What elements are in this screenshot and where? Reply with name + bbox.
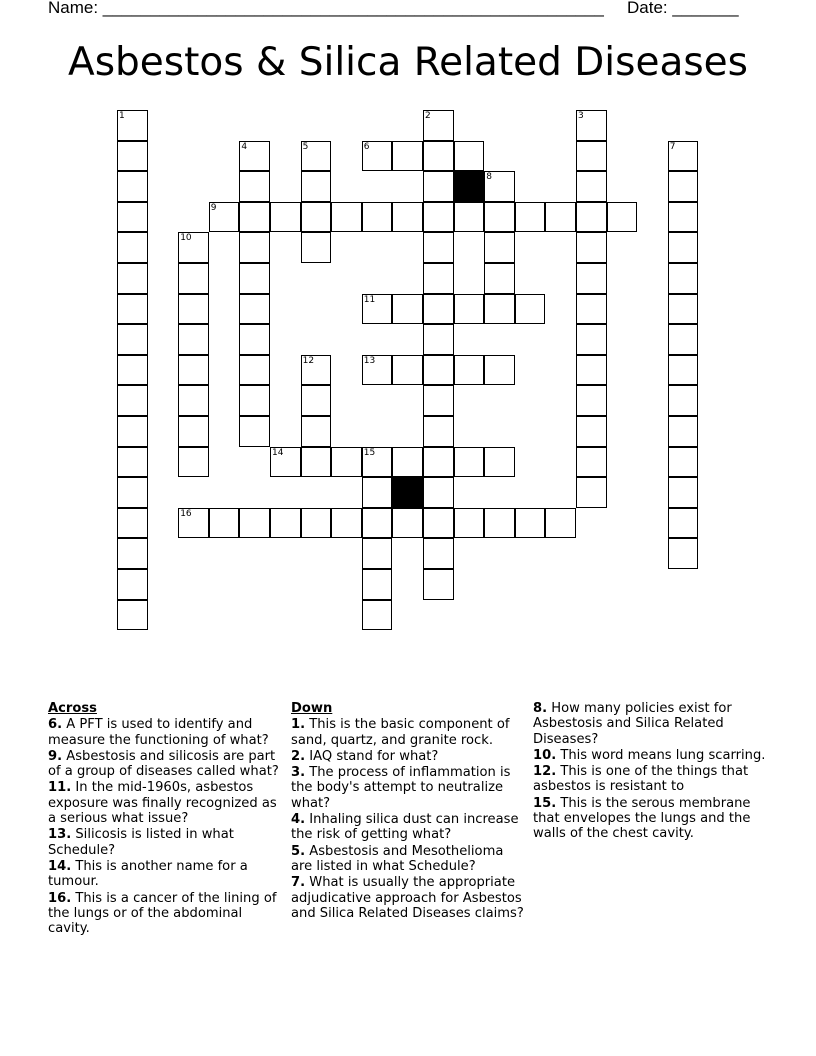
clue-text: How many policies exist for Asbestosis and Silica Related Diseases? <box>533 701 732 747</box>
clue-num: 8. <box>533 701 548 716</box>
grid-cell[interactable] <box>117 263 148 294</box>
grid-cell[interactable] <box>301 355 332 386</box>
grid-cell[interactable] <box>576 263 607 294</box>
clue <box>533 701 769 747</box>
grid-cell[interactable] <box>117 416 148 447</box>
grid-cell[interactable] <box>576 171 607 202</box>
grid-cell[interactable] <box>362 569 393 600</box>
grid-cell[interactable] <box>301 385 332 416</box>
clue-num: 16. <box>48 890 72 906</box>
grid-cell[interactable] <box>668 171 699 202</box>
grid-cell[interactable] <box>668 385 699 416</box>
clue-num: 7. <box>291 875 306 891</box>
grid-cell[interactable] <box>423 538 454 569</box>
black-square <box>392 477 423 508</box>
grid-cell[interactable] <box>484 263 515 294</box>
grid-cell[interactable] <box>362 538 393 569</box>
grid-cell[interactable] <box>117 508 148 539</box>
grid-cell[interactable] <box>423 508 454 539</box>
grid-cell[interactable] <box>392 355 423 386</box>
grid-cell[interactable] <box>668 508 699 539</box>
grid-cell[interactable] <box>484 447 515 478</box>
grid-cell[interactable] <box>576 447 607 478</box>
grid-cell[interactable] <box>239 508 270 539</box>
clue <box>291 875 527 921</box>
grid-cell[interactable] <box>178 385 209 416</box>
grid-cell[interactable] <box>117 294 148 325</box>
clue-text: This is the basic component of sand, quartz, and granite rock. <box>291 717 510 748</box>
grid-cell[interactable] <box>484 508 515 539</box>
grid-cell[interactable] <box>423 294 454 325</box>
grid-cell[interactable] <box>331 202 362 233</box>
grid-cell[interactable] <box>239 263 270 294</box>
grid-cell[interactable] <box>484 294 515 325</box>
clue-text: A PFT is used to identify and measure the functioning of what? <box>48 717 269 748</box>
grid-cell[interactable] <box>239 171 270 202</box>
grid-cell[interactable] <box>178 355 209 386</box>
grid-cell[interactable] <box>576 416 607 447</box>
grid-cell[interactable] <box>239 355 270 386</box>
grid-cell[interactable] <box>301 171 332 202</box>
grid-cell[interactable] <box>301 447 332 478</box>
grid-cell[interactable] <box>178 324 209 355</box>
grid-cell[interactable] <box>117 385 148 416</box>
grid-cell[interactable] <box>668 477 699 508</box>
clue <box>291 749 527 764</box>
grid-cell[interactable] <box>117 538 148 569</box>
clue <box>48 891 284 937</box>
black-square <box>454 171 485 202</box>
grid-cell[interactable] <box>392 141 423 172</box>
clue-number: 2 <box>425 111 431 121</box>
clue-num: 2. <box>291 748 306 764</box>
grid-cell[interactable] <box>117 202 148 233</box>
grid-cell[interactable] <box>576 385 607 416</box>
clue-number: 6 <box>363 141 370 152</box>
clue-text: What is usually the appropriate adjudicative approach for Asbestos and Silica Related Diseases claims? <box>291 875 524 921</box>
clue <box>48 859 284 890</box>
grid-cell[interactable] <box>423 263 454 294</box>
grid-cell[interactable] <box>392 447 423 478</box>
grid-cell[interactable] <box>178 416 209 447</box>
grid-cell[interactable] <box>239 294 270 325</box>
clue <box>48 780 284 826</box>
grid-cell[interactable] <box>515 508 546 539</box>
clue-text: This is another name for a tumour. <box>48 858 248 890</box>
grid-cell[interactable] <box>576 232 607 263</box>
grid-cell[interactable] <box>668 416 699 447</box>
clue-number: 15 <box>363 447 376 458</box>
grid-cell[interactable] <box>392 202 423 233</box>
grid-cell[interactable] <box>270 202 301 233</box>
grid-cell[interactable] <box>484 202 515 233</box>
grid-cell[interactable] <box>331 447 362 478</box>
grid-cell[interactable] <box>454 508 485 539</box>
clue-text: IAQ stand for what? <box>305 748 439 764</box>
clue <box>48 827 284 858</box>
grid-cell[interactable] <box>576 355 607 386</box>
grid-cell[interactable] <box>607 202 638 233</box>
grid-cell[interactable] <box>178 232 209 263</box>
grid-cell[interactable] <box>117 324 148 355</box>
grid-cell[interactable] <box>301 416 332 447</box>
grid-cell[interactable] <box>484 171 515 202</box>
grid-cell[interactable] <box>270 447 301 478</box>
clue <box>291 717 527 748</box>
clue <box>533 764 769 795</box>
clue-text: Asbestosis and Mesothelioma are listed in what Schedule? <box>291 843 504 874</box>
grid-cell[interactable] <box>668 263 699 294</box>
clue-num: 12. <box>533 764 557 780</box>
clue-number: 10 <box>180 233 192 244</box>
grid-cell[interactable] <box>668 324 699 355</box>
grid-cell[interactable] <box>668 355 699 386</box>
grid-cell[interactable] <box>117 355 148 386</box>
grid-cell[interactable] <box>423 569 454 600</box>
grid-cell[interactable] <box>515 294 546 325</box>
down-clues-continued <box>533 701 769 843</box>
grid-cell[interactable] <box>423 447 454 478</box>
clue-text: In the mid-1960s, asbestos exposure was finally recognized as a serious what issue? <box>48 780 277 827</box>
clue-text: This is one of the things that asbestos is resistant to <box>533 764 749 795</box>
clue-num: 4. <box>291 812 306 828</box>
clue-number: 9 <box>210 202 217 213</box>
date-line: Date: _______ <box>627 0 739 17</box>
grid-cell[interactable] <box>239 324 270 355</box>
clue-num: 10. <box>533 747 557 763</box>
grid-cell[interactable] <box>239 202 270 233</box>
grid-cell[interactable] <box>423 110 454 141</box>
grid-cell[interactable] <box>117 171 148 202</box>
grid-cell[interactable] <box>117 110 148 141</box>
grid-cell[interactable] <box>362 477 393 508</box>
clue-text: This is a cancer of the lining of the lungs or of the abdominal cavity. <box>48 890 277 937</box>
grid-cell[interactable] <box>362 600 393 631</box>
puzzle-title: Asbestos & Silica Related Diseases <box>68 40 748 85</box>
grid-cell[interactable] <box>117 477 148 508</box>
grid-cell[interactable] <box>668 538 699 569</box>
grid-cell[interactable] <box>668 294 699 325</box>
grid-cell[interactable] <box>545 202 576 233</box>
grid-cell[interactable] <box>576 202 607 233</box>
grid-cell[interactable] <box>362 294 393 325</box>
grid-cell[interactable] <box>454 447 485 478</box>
clue-number: 3 <box>578 111 584 121</box>
grid-cell[interactable] <box>117 141 148 172</box>
clue <box>48 717 284 748</box>
clue-number: 14 <box>272 447 284 458</box>
clue-text: Inhaling silica dust can increase the risk of getting what? <box>291 812 519 843</box>
grid-cell[interactable] <box>576 324 607 355</box>
grid-cell[interactable] <box>423 232 454 263</box>
grid-cell[interactable] <box>117 569 148 600</box>
grid-cell[interactable] <box>239 385 270 416</box>
clue-text: This is the serous membrane that envelopes the lungs and the walls of the chest cavity. <box>533 795 751 842</box>
clue-number: 5 <box>302 141 309 152</box>
grid-cell[interactable] <box>301 232 332 263</box>
grid-cell[interactable] <box>423 171 454 202</box>
grid-cell[interactable] <box>576 294 607 325</box>
grid-cell[interactable] <box>392 508 423 539</box>
grid-cell[interactable] <box>668 232 699 263</box>
down-clues <box>291 701 527 922</box>
clue-num: 11. <box>48 780 72 796</box>
grid-cell[interactable] <box>454 294 485 325</box>
grid-cell[interactable] <box>362 508 393 539</box>
grid-cell[interactable] <box>117 447 148 478</box>
grid-cell[interactable] <box>576 110 607 141</box>
grid-cell[interactable] <box>117 600 148 631</box>
clue-num: 5. <box>291 843 306 859</box>
grid-cell[interactable] <box>178 263 209 294</box>
grid-cell[interactable] <box>515 202 546 233</box>
clue <box>291 844 527 875</box>
grid-cell[interactable] <box>423 202 454 233</box>
name-line: Name: _____________________________________________________ <box>48 0 604 17</box>
grid-cell[interactable] <box>423 477 454 508</box>
grid-cell[interactable] <box>454 141 485 172</box>
clue <box>291 765 527 811</box>
clue-number: 7 <box>669 141 676 152</box>
grid-cell[interactable] <box>362 141 393 172</box>
clue <box>48 749 284 780</box>
grid-cell[interactable] <box>668 202 699 233</box>
clue-number: 13 <box>363 355 376 366</box>
clue-number: 1 <box>119 111 125 121</box>
grid-cell[interactable] <box>454 355 485 386</box>
clue-number: 12 <box>302 355 315 366</box>
clue-num: 9. <box>48 748 63 764</box>
down-heading: Down <box>291 701 333 716</box>
clue-number: 11 <box>363 294 376 305</box>
clue <box>291 812 527 843</box>
grid-cell[interactable] <box>239 232 270 263</box>
grid-cell[interactable] <box>484 232 515 263</box>
across-heading: Across <box>48 701 97 716</box>
clue-num: 1. <box>291 717 306 733</box>
grid-cell[interactable] <box>117 232 148 263</box>
grid-cell[interactable] <box>423 141 454 172</box>
grid-cell[interactable] <box>423 416 454 447</box>
grid-cell[interactable] <box>454 202 485 233</box>
grid-cell[interactable] <box>209 508 240 539</box>
grid-cell[interactable] <box>545 508 576 539</box>
clue-num: 6. <box>48 717 63 733</box>
grid-cell[interactable] <box>423 355 454 386</box>
clue-text: Silicosis is listed in what Schedule? <box>48 827 234 858</box>
grid-cell[interactable] <box>392 294 423 325</box>
grid-cell[interactable] <box>178 447 209 478</box>
clue-num: 13. <box>48 827 72 843</box>
grid-cell[interactable] <box>301 508 332 539</box>
grid-cell[interactable] <box>362 355 393 386</box>
grid-cell[interactable] <box>576 477 607 508</box>
across-clues <box>48 701 284 937</box>
clue <box>533 748 769 763</box>
grid-cell[interactable] <box>270 508 301 539</box>
clue-number: 8 <box>486 172 492 183</box>
grid-cell[interactable] <box>239 416 270 447</box>
clue-num: 3. <box>291 765 306 781</box>
grid-cell[interactable] <box>178 294 209 325</box>
clue-num: 14. <box>48 858 72 874</box>
clue-text: Asbestosis and silicosis are part of a group of diseases called what? <box>48 748 279 780</box>
grid-cell[interactable] <box>484 355 515 386</box>
grid-cell[interactable] <box>301 202 332 233</box>
grid-cell[interactable] <box>576 141 607 172</box>
grid-cell[interactable] <box>301 141 332 172</box>
grid-cell[interactable] <box>178 508 209 539</box>
grid-cell[interactable] <box>331 508 362 539</box>
grid-cell[interactable] <box>239 141 270 172</box>
clue-num: 15. <box>533 795 557 811</box>
clue-text: This word means lung scarring. <box>556 747 766 763</box>
grid-cell[interactable] <box>209 202 240 233</box>
clue <box>533 796 769 842</box>
grid-cell[interactable] <box>423 324 454 355</box>
grid-cell[interactable] <box>362 202 393 233</box>
clue-number: 4 <box>241 141 248 152</box>
clue-number: 16 <box>180 508 192 519</box>
grid-cell[interactable] <box>668 447 699 478</box>
grid-cell[interactable] <box>668 141 699 172</box>
grid-cell[interactable] <box>362 447 393 478</box>
grid-cell[interactable] <box>423 385 454 416</box>
clue-text: The process of inflammation is the body's attempt to neutralize what? <box>291 765 511 811</box>
